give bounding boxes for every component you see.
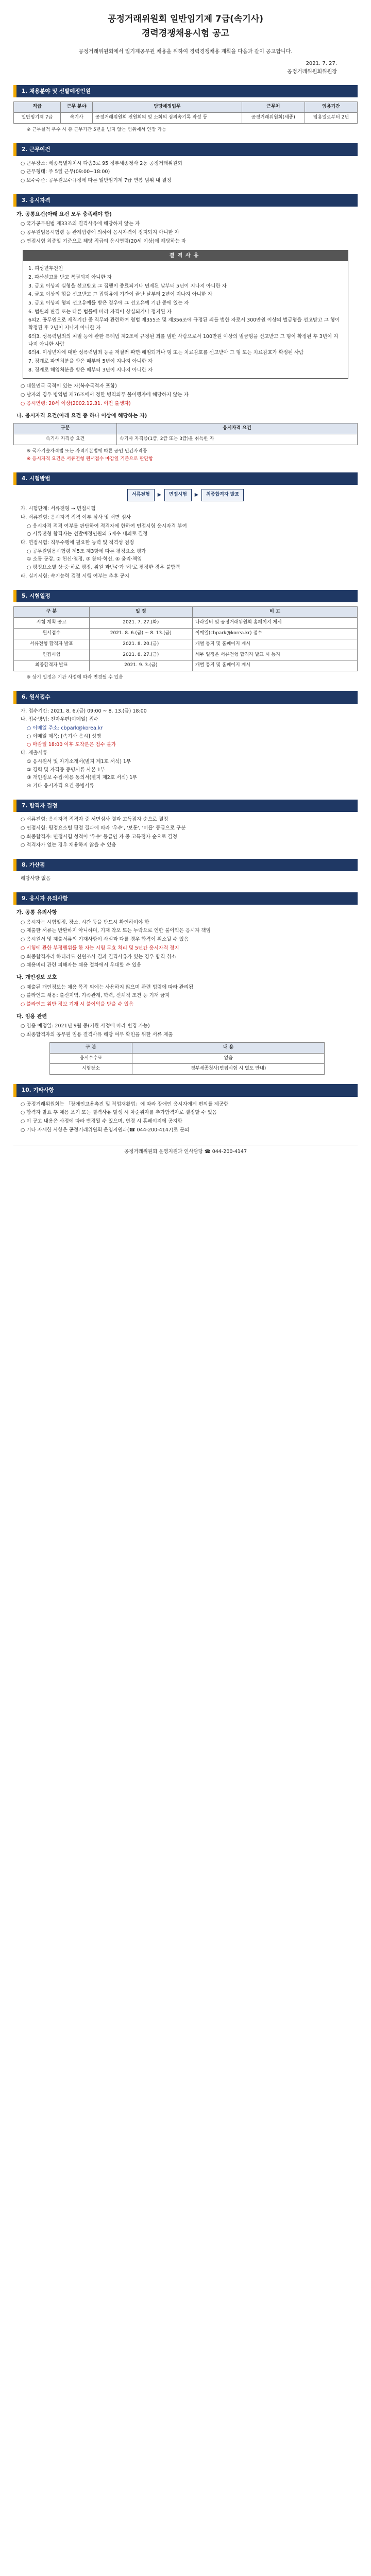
intro-text: 공정거래위원회에서 일기제공무원 채용을 위하여 경력경쟁채용 계획을 다음과 같이 공고합니다. [78,48,293,55]
list-item: ○ 기타 자세한 사항은 공정거래위원회 운영지원과(☎ 044-200-4147)로 문의 [21,1127,190,1133]
cell: 2021. 9. 3.(금) [89,660,192,671]
list-item: ○ 면접시험: 평정요소별 평정 결과에 따라 '우수', '보통', '미흡' 등급으로 구분 [21,825,186,831]
list-item: 라. 실기시험: 속기능력 검정 시행 여부는 추후 공지 [21,573,129,579]
table-row [14,617,358,628]
list-item: ○ 응시원서 및 제출서류의 기재사항이 사실과 다를 경우 합격이 취소될 수 있음 [21,937,189,943]
list-item: ○ 이메일 제목: [속기사 응시] 성명 [27,733,102,739]
arrow-right-icon: ▶ [194,492,199,498]
th-req: 응시자격 요건 [117,423,358,434]
note: ※ 국가기술자격법 또는 자격기본법에 따른 공인 민간자격증 [27,448,147,454]
list-item: 3. 금고 이상의 실형을 선고받고 그 집행이 종료되거나 면제된 날부터 5년이 지나지 아니한 자 [28,283,227,289]
list-item: ○ 합격자 발표 후 채용 포기 또는 결격사유 발생 시 차순위자를 추가합격자로 결정할 수 있음 [21,1110,217,1116]
table-row [50,1064,325,1075]
list-item: ○ 면접시험 최종일 기준으로 해당 직급의 응시연령(20세 이상)에 해당하는 자 [21,238,187,244]
cell: 속기사 [61,113,93,124]
list-item: 6의3. 성폭력범죄의 처벌 등에 관한 특례법 제2조에 규정된 죄를 범한 사람으로서 100만원 이상의 벌금형을 선고받고 그 형이 확정된 후 3년이 지나지 아니한 사람 [28,333,339,347]
list-item: 5. 금고 이상의 형의 선고유예를 받은 경우에 그 선고유예 기간 중에 있는 자 [28,300,189,306]
list-item: ○ 적격자가 없는 경우 채용하지 않을 수 있음 [21,842,116,849]
cell: 2021. 7. 27.(화) [89,617,192,628]
list-item: ○ 남자의 경우 병역법 제76조에서 정한 병역의무 불이행자에 해당하지 않는 자 [21,392,189,398]
list-item: 6. 법원의 판결 또는 다른 법률에 따라 자격이 상실되거나 정지된 자 [28,309,172,315]
cell: 응시수수료 [50,1053,132,1064]
list-item: ○ 최종합격자라 하더라도 신원조사 결과 결격사유가 있는 경우 합격 취소 [21,954,176,960]
list-item: ○ 서류전형 합격자는 선발예정인원의 5배수 내외로 결정 [27,531,148,537]
list-item: ○ 보수수준: 공무원보수규정에 따른 일반임기제 7급 연봉 범위 내 결정 [21,177,172,183]
section-heading-recruit: 1. 채용분야 및 선발예정인원 [13,85,358,97]
list-item: ○ 최종합격자: 면접시험 성적이 '우수' 등급인 자 중 고득점자 순으로 결정 [21,834,177,840]
list-item: 나. 서류전형: 응시자격 적격 여부 심사 및 서면 심사 [21,514,131,520]
list-item: ① 소통·공감, ② 헌신·열정, ③ 창의·혁신, ④ 윤리·책임 [27,556,142,563]
box-title: 결격사유 [23,250,348,262]
section-heading-schedule: 5. 시험일정 [13,590,358,602]
table-row [14,650,358,660]
list-item: ③ 개인정보 수집·이용 동의서(별지 제2호 서식) 1부 [27,775,138,781]
list-item: ○ 근무장소: 세종특별자치시 다솜3로 95 정부세종청사 2동 공정거래위원회 [21,160,182,166]
list-item: 나. 접수방법: 전자우편(이메일) 접수 [21,717,99,723]
list-item: 다. 면접시험: 직무수행에 필요한 능력 및 적격성 검정 [21,539,134,546]
schedule-table [13,606,358,672]
table-row [14,639,358,650]
cell: 개별 통지 및 홈페이지 게시 [192,660,357,671]
cell: 2021. 8. 6.(금) ~ 8. 13.(금) [89,628,192,639]
cell: 공정거래위원회(세종) [242,113,305,124]
cell: 일반임기제 7급 [14,113,61,124]
section-heading-notes: 9. 응시자 유의사항 [13,892,358,905]
th-remark: 비 고 [192,606,357,617]
cell: 속기사 자격증 요건 [14,434,117,445]
title: 공정거래위원회 일반임기제 7급(속기사) [108,14,263,24]
list-item: 해당사항 없음 [21,876,51,882]
list-item: 7. 징계로 파면처분을 받은 때부터 5년이 지나지 아니한 자 [28,359,153,365]
section-heading-bonus: 8. 가산점 [13,859,358,871]
th-field: 근무 분야 [61,102,93,113]
list-item: ② 경력 및 자격증 증명서류 사본 1부 [27,767,105,773]
cell: 정부세종청사(면접시험 시 별도 안내) [132,1064,325,1075]
list-item: ① 응시원서 및 자기소개서(별지 제1호 서식) 1부 [27,758,131,765]
cell: 공정거래위원회 전원회의 및 소회의 심의속기록 작성 등 [93,113,242,124]
sub-heading: 가. 공통요건(아래 요건 모두 충족해야 함) [16,211,112,217]
list-item: 다. 제출서류 [21,750,47,756]
list-item: 가. 시험단계: 서류전형 → 면접시험 [21,506,96,512]
list-item: ○ 블라인드 위반 정보 기재 시 불이익을 받을 수 있음 [21,1001,134,1007]
th-period: 임용기간 [305,102,357,113]
cell: 임용일로부터 2년 [305,113,357,124]
qualification-table [13,423,358,445]
cell: 원서접수 [14,628,90,639]
cell: 서류전형 합격자 발표 [14,639,90,650]
cell: 면접시험 [14,650,90,660]
list-item: ○ 응시연령: 20세 이상(2002.12.31. 이전 출생자) [21,400,131,406]
th-grade: 직급 [14,102,61,113]
list-item: ○ 블라인드 채용: 출신지역, 가족관계, 학력, 신체적 조건 등 기재 금지 [21,993,170,999]
cell: 2021. 8. 20.(금) [89,639,192,650]
cell: 개별 통지 및 홈페이지 게시 [192,639,357,650]
section-heading-pass: 7. 합격자 결정 [13,800,358,812]
table-row [14,434,358,445]
arrow-right-icon: ▶ [157,492,161,498]
list-item: ○ 이 공고 내용은 사정에 따라 변경될 수 있으며, 변경 시 홈페이지에 공지함 [21,1118,182,1125]
subtitle: 경력경쟁채용시험 공고 [141,28,230,39]
list-item: ○ 평정요소별 상·중·하로 평정, 위원 과반수가 '하'로 평정한 경우 불합격 [27,565,180,571]
cell: 시험 계획 공고 [14,617,90,628]
list-item: ○ 공무원임용시험령 등 관계법령에 의하여 응시자격이 정지되지 아니한 자 [21,230,179,236]
note: ※ 상기 일정은 기관 사정에 따라 변경될 수 있음 [27,675,123,681]
cell: 2021. 8. 27.(금) [89,650,192,660]
list-item: 1. 피성년후견인 [28,266,63,272]
list-item: ○ 마감일 18:00 이후 도착분은 접수 불가 [27,741,116,748]
th-item: 구 분 [14,606,90,617]
list-item: ○ 제출한 서류는 반환하지 아니하며, 기재 착오 또는 누락으로 인한 불이익은 응시자 책임 [21,928,211,934]
list-item: ○ 대한민국 국적이 있는 자(복수국적자 포함) [21,383,117,389]
list-item: ○ 응시자는 시험일정, 장소, 시간 등을 반드시 확인하여야 함 [21,919,149,925]
recruit-note: ※ 근무실적 우수 시 총 근무기간 5년을 넘지 않는 범위에서 연장 가능 [27,127,166,133]
list-item: ○ 서류전형: 응시자격 적격자 중 서면심사 결과 고득점자 순으로 결정 [21,817,168,823]
section-heading-method: 4. 시험방법 [13,472,358,485]
cell: 나라일터 및 공정거래위원회 홈페이지 게시 [192,617,357,628]
th-content: 내 용 [132,1042,325,1053]
table-row [14,628,358,639]
cell: 속기사 자격증(1급, 2급 또는 3급)을 취득한 자 [117,434,358,445]
th-item: 구 분 [50,1042,132,1053]
sub-heading: 나. 응시자격 요건(아래 요건 중 하나 이상에 해당하는 자) [16,413,147,419]
cell: 세부 일정은 서류전형 합격자 발표 시 통지 [192,650,357,660]
cell: 이메일(cbpark@korea.kr) 접수 [192,628,357,639]
list-item: ④ 기타 응시자격 요건 증빙서류 [27,783,94,789]
cell: 시험장소 [50,1064,132,1075]
list-item: ○ 임용 예정일: 2021년 9월 중(기관 사정에 따라 변경 가능) [21,1023,150,1029]
sub-heading: 다. 임용 관련 [16,1013,47,1020]
list-item: ○ 시험에 관한 부정행위를 한 자는 시험 무효 처리 및 5년간 응시자격 정지 [21,945,179,951]
flow-step: 최종합격자 발표 [201,489,244,501]
list-item: ○ 이메일 주소: cbpark@korea.kr [27,725,103,732]
th-place: 근무처 [242,102,305,113]
disqualification-box [23,250,348,379]
list-item: 가. 접수기간: 2021. 8. 6.(금) 09:00 ~ 8. 13.(금) 18:00 [21,708,147,714]
list-item: ○ 국가공무원법 제33조의 결격사유에 해당하지 않는 자 [21,221,140,227]
footer-contact: 공정거래위원회 운영지원과 인사담당 ☎ 044-200-4147 [13,1145,358,1156]
cell: 없음 [132,1053,325,1064]
list-item: ○ 응시자격 적격 여부를 판단하여 적격자에 한하여 면접시험 응시자격 부여 [27,523,187,529]
list-item: 4. 금고 이상의 형을 선고받고 그 집행유예 기간이 끝난 날부터 2년이 지나지 아니한 자 [28,292,213,298]
flow-step: 면접시험 [164,489,192,501]
section-heading-qualification: 3. 응시자격 [13,194,358,207]
th-type: 구분 [14,423,117,434]
sub-heading: 가. 공통 유의사항 [16,910,57,916]
list-item: ○ 최종합격자의 공무원 임용 결격사유 해당 여부 확인을 위한 서류 제출 [21,1031,173,1038]
process-flow [13,489,358,501]
flow-step: 서류전형 [127,489,155,501]
recruit-table [13,101,358,124]
table-row [50,1053,325,1064]
fee-table [49,1042,325,1075]
section-heading-etc: 10. 기타사항 [13,1084,358,1096]
list-item: ○ 채용비리 관련 피해자는 채용 절차에서 우대할 수 있음 [21,962,142,969]
list-item: ○ 제출된 개인정보는 채용 목적 외에는 사용하지 않으며 관련 법령에 따라 관리됨 [21,984,194,990]
list-item: ○ 공정거래위원회는 「장애인고용촉진 및 직업재활법」에 따라 장애인 응시자에게 편의를 제공함 [21,1101,229,1107]
section-heading-conditions: 2. 근무여건 [13,143,358,156]
sub-heading: 나. 개인정보 보호 [16,975,57,981]
list-item: ○ 공무원임용시험령 제5조 제3항에 따른 평정요소 평가 [27,548,146,554]
table-row [14,113,358,124]
notice-date: 2021. 7. 27. [306,61,337,67]
list-item: 8. 징계로 해임처분을 받은 때부터 3년이 지나지 아니한 자 [28,367,153,373]
list-item: 6의2. 공무원으로 재직기간 중 직무와 관련하여 형법 제355조 및 제356조에 규정된 죄를 범한 자로서 300만원 이상의 벌금형을 선고받고 그 형이 확정된 후 2년이 지나지 아니한 자 [28,317,340,331]
cell: 최종합격자 발표 [14,660,90,671]
th-duty: 담당예정업무 [93,102,242,113]
note: ※ 응시자격 요건은 서류전형 원서접수 마감일 기준으로 판단함 [27,456,153,462]
notice-org: 공정거래위원회위원장 [287,69,337,75]
section-heading-application: 6. 원서접수 [13,691,358,703]
list-item: 6의4. 미성년자에 대한 성폭력범죄 등을 저질러 파면·해임되거나 형 또는 치료감호를 선고받아 그 형 또는 치료감호가 확정된 사람 [28,350,304,356]
list-item: ○ 근무형태: 주 5일 근무(09:00~18:00) [21,169,110,175]
table-row [14,660,358,671]
th-date: 일 정 [89,606,192,617]
list-item: 2. 파산선고를 받고 복권되지 아니한 자 [28,274,112,280]
